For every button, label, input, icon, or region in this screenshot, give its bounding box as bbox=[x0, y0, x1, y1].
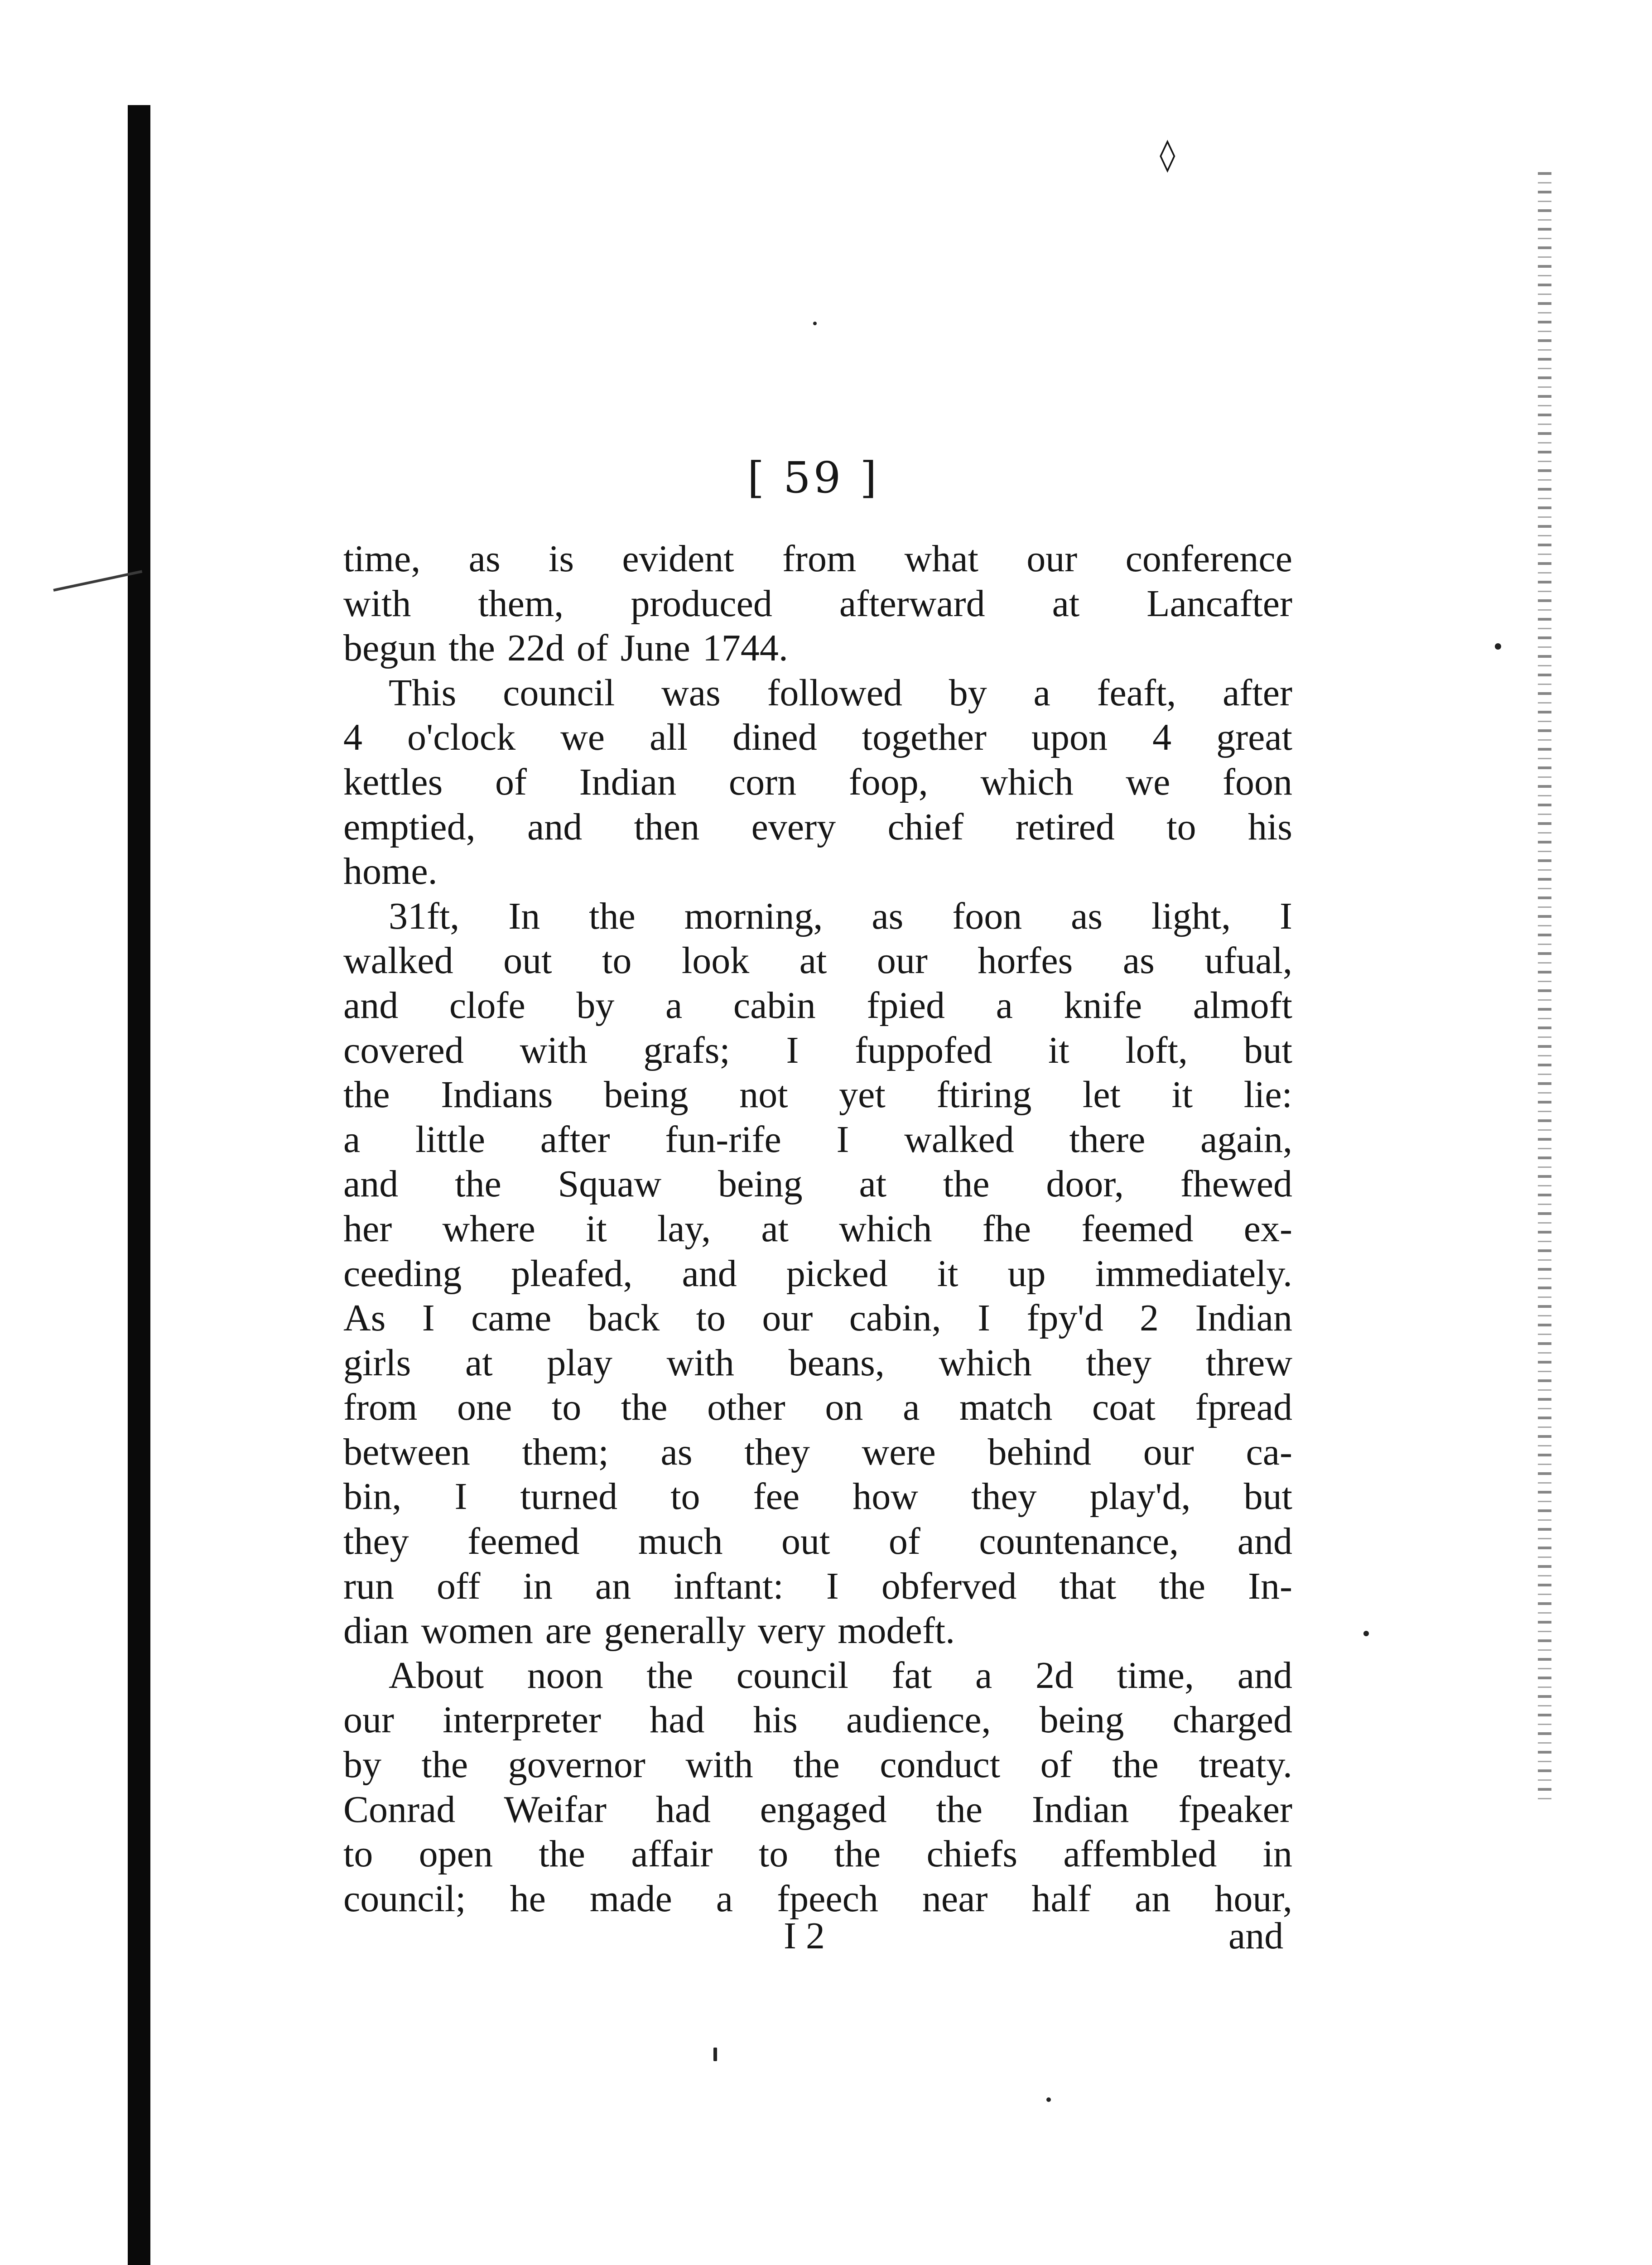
ink-speck bbox=[1363, 1631, 1369, 1636]
catchword: and bbox=[1228, 1915, 1284, 1957]
text-line: and clofe by a cabin fpied a knife almoft bbox=[343, 984, 1292, 1026]
text-line: by the governor with the conduct of the treaty. bbox=[343, 1744, 1292, 1786]
text-line: This council was followed by a feaft, after bbox=[389, 671, 1292, 714]
text-line: time, as is evident from what our conference bbox=[343, 538, 1292, 580]
text-line: with them, produced afterward at Lancafter bbox=[343, 582, 1292, 625]
text-line: 31ft, In the morning, as foon as light, I bbox=[389, 895, 1292, 937]
text-line: begun the 22d of June 1744. bbox=[343, 627, 788, 670]
text-line: our interpreter had his audience, being charged bbox=[343, 1699, 1292, 1741]
signature-mark: I 2 bbox=[784, 1915, 825, 1957]
ink-speck bbox=[1046, 2097, 1051, 2102]
text-line: covered with grafs; I fuppofed it loft, but bbox=[343, 1029, 1292, 1071]
text-line: ceeding pleafed, and picked it up immediately. bbox=[343, 1252, 1292, 1295]
text-line: to open the affair to the chiefs affembled in bbox=[343, 1833, 1292, 1875]
text-line: About noon the council fat a 2d time, and bbox=[389, 1654, 1292, 1696]
text-line: a little after fun-rife I walked there again, bbox=[343, 1118, 1292, 1161]
body-text bbox=[343, 537, 1292, 1921]
text-line: 4 o'clock we all dined together upon 4 great bbox=[343, 716, 1292, 759]
ink-speck bbox=[1495, 643, 1501, 650]
text-line: they feemed much out of countenance, and bbox=[343, 1520, 1292, 1563]
edge-scan-noise bbox=[1538, 172, 1551, 1803]
text-line: council; he made a fpeech near half an hour, bbox=[343, 1877, 1292, 1920]
text-line: her where it lay, at which fhe feemed ex- bbox=[343, 1207, 1292, 1250]
text-line: run off in an inftant: I obferved that the In- bbox=[343, 1565, 1292, 1607]
header-ornament: ◊ bbox=[1160, 136, 1175, 173]
text-line: between them; as they were behind our ca- bbox=[343, 1431, 1292, 1473]
text-line: dian women are generally very modeft. bbox=[343, 1610, 955, 1652]
text-line: bin, I turned to fee how they play'd, but bbox=[343, 1475, 1292, 1518]
text-line: emptied, and then every chief retired to his bbox=[343, 805, 1292, 848]
page-number: [ 59 ] bbox=[747, 453, 880, 503]
text-line: As I came back to our cabin, I fpy'd 2 Indian bbox=[343, 1297, 1292, 1340]
text-line: the Indians being not yet ftiring let it lie: bbox=[343, 1074, 1292, 1116]
text-line: from one to the other on a match coat fpread bbox=[343, 1386, 1292, 1429]
text-line: and the Squaw being at the door, fhewed bbox=[343, 1163, 1292, 1205]
text-line: kettles of Indian corn foop, which we foon bbox=[343, 761, 1292, 803]
text-line: girls at play with beans, which they threw bbox=[343, 1341, 1292, 1384]
text-line: walked out to look at our horfes as ufual, bbox=[343, 940, 1292, 982]
text-line: home. bbox=[343, 850, 438, 893]
binding-shadow bbox=[128, 105, 150, 2265]
text-line: Conrad Weifar had engaged the Indian fpeaker bbox=[343, 1788, 1292, 1831]
ink-speck bbox=[813, 322, 817, 325]
ink-speck bbox=[713, 2048, 717, 2061]
